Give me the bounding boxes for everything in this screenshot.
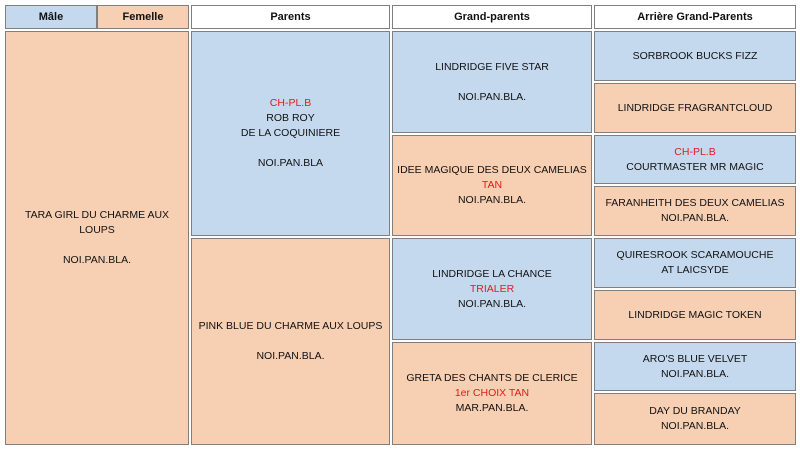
great-grandparent-4-name: FARANHEITH DES DEUX CAMELIAS — [605, 197, 785, 209]
grandparent-2-name: IDEE MAGIQUE DES DEUX CAMELIAS — [397, 164, 587, 176]
subject-color: NOI.PAN.BLA. — [62, 254, 132, 266]
dam-name: PINK BLUE DU CHARME AUX LOUPS — [198, 320, 383, 332]
great-grandparent-8-color: NOI.PAN.BLA. — [660, 420, 730, 432]
subject-name: TARA GIRL DU CHARME AUX LOUPS — [24, 209, 170, 236]
header-female — [97, 5, 189, 29]
header-parents — [191, 5, 390, 29]
header-female-label: Femelle — [122, 10, 164, 23]
grandparent-cell-1 — [392, 31, 592, 133]
great-grandparent-cell-3 — [594, 135, 796, 184]
grandparent-3-title: TRIALER — [469, 282, 515, 295]
grandparent-cell-3 — [392, 238, 592, 340]
great-grandparent-cell-7 — [594, 342, 796, 391]
great-grandparent-cell-8 — [594, 393, 796, 445]
sire-name-line2: DE LA COQUINIERE — [240, 127, 341, 139]
grandparent-4-title: 1er CHOIX TAN — [454, 387, 530, 399]
sire-color: NOI.PAN.BLA — [257, 157, 324, 169]
great-grandparent-7-color: NOI.PAN.BLA. — [660, 367, 730, 380]
sire-name-line1: ROB ROY — [266, 112, 315, 124]
grandparent-2-title: TAN — [481, 179, 503, 191]
great-grandparent-cell-1 — [594, 31, 796, 81]
great-grandparent-4-color: NOI.PAN.BLA. — [660, 212, 730, 224]
great-grandparent-cell-2 — [594, 83, 796, 133]
grandparent-3-name: LINDRIDGE LA CHANCE — [432, 267, 552, 280]
grandparent-cell-2 — [392, 135, 592, 236]
header-great-grandparents-label: Arrière Grand-Parents — [637, 10, 753, 23]
grandparent-4-name: GRETA DES CHANTS DE CLERICE — [406, 372, 578, 384]
grandparent-cell-4 — [392, 342, 592, 445]
header-male — [5, 5, 97, 29]
great-grandparent-3-name: COURTMASTER MR MAGIC — [626, 160, 764, 173]
dam-color: NOI.PAN.BLA. — [256, 350, 325, 362]
great-grandparent-6-name: LINDRIDGE MAGIC TOKEN — [628, 308, 762, 321]
great-grandparent-cell-6 — [594, 290, 796, 340]
great-grandparent-7-name: ARO'S BLUE VELVET — [642, 352, 748, 365]
grandparent-2-color: NOI.PAN.BLA. — [457, 194, 527, 206]
great-grandparent-3-title: CH-PL.B — [674, 145, 716, 158]
sire-title: CH-PL.B — [269, 97, 312, 109]
header-great-grandparents — [594, 5, 796, 29]
header-grandparents — [392, 5, 592, 29]
grandparent-1-name: LINDRIDGE FIVE STAR — [435, 60, 549, 73]
great-grandparent-cell-4 — [594, 186, 796, 236]
dam-cell — [191, 238, 390, 445]
header-male-label: Mâle — [38, 10, 64, 23]
great-grandparent-cell-5 — [594, 238, 796, 288]
great-grandparent-5-name-line2: AT LAICSYDE — [661, 264, 729, 276]
great-grandparent-5-name-line1: QUIRESROOK SCARAMOUCHE — [616, 249, 774, 261]
grandparent-4-color: MAR.PAN.BLA. — [455, 402, 529, 414]
header-grandparents-label: Grand-parents — [454, 10, 530, 23]
grandparent-1-color: NOI.PAN.BLA. — [457, 90, 527, 103]
subject-cell — [5, 31, 189, 445]
great-grandparent-1-name: SORBROOK BUCKS FIZZ — [632, 49, 758, 62]
great-grandparent-2-name: LINDRIDGE FRAGRANTCLOUD — [617, 101, 773, 114]
great-grandparent-8-name: DAY DU BRANDAY — [649, 405, 741, 417]
grandparent-3-color: NOI.PAN.BLA. — [457, 297, 527, 310]
header-parents-label: Parents — [270, 10, 311, 23]
sire-cell — [191, 31, 390, 236]
